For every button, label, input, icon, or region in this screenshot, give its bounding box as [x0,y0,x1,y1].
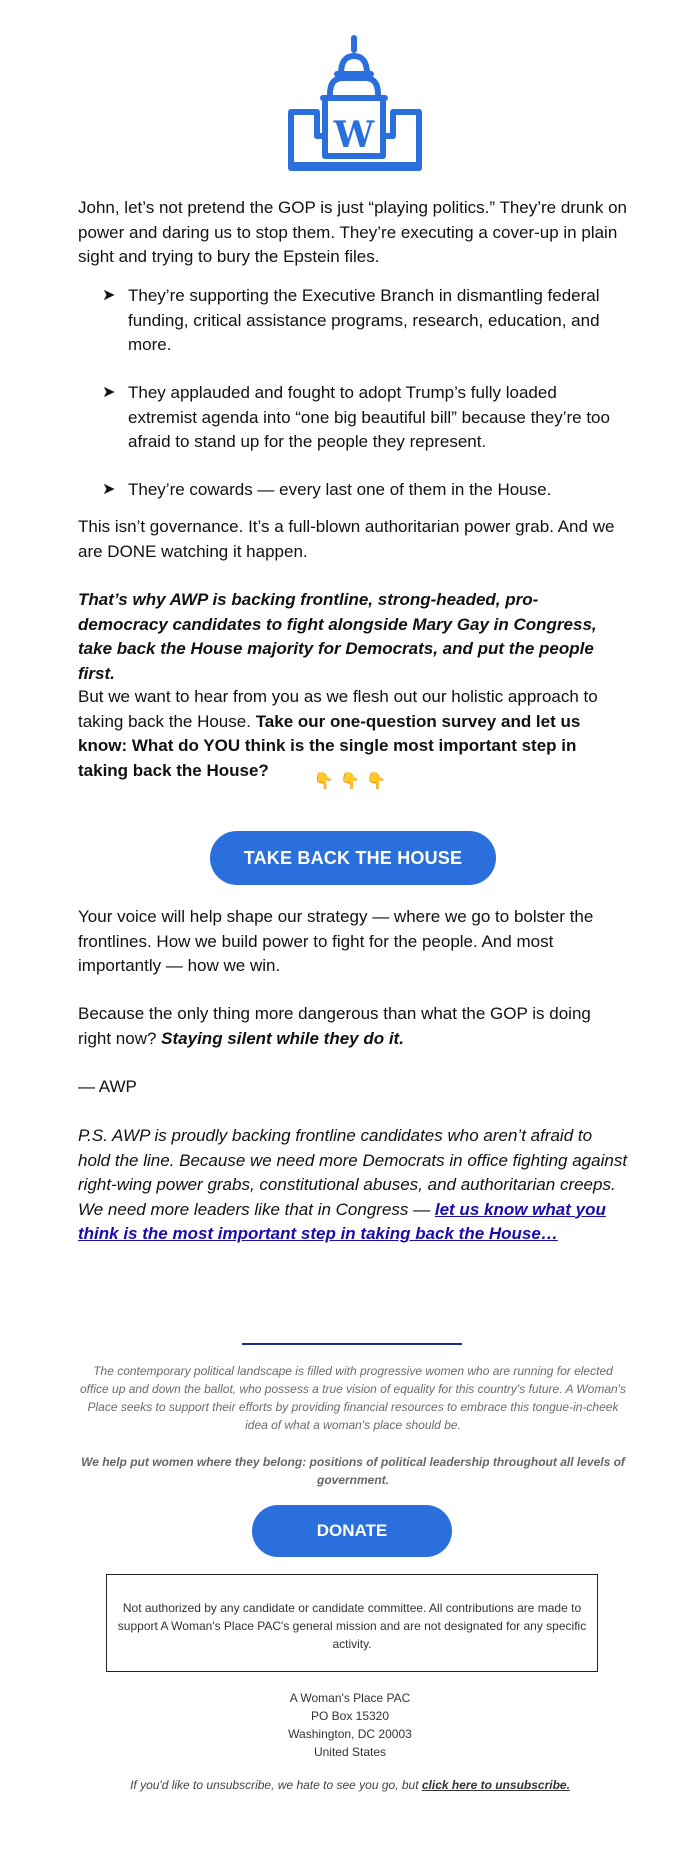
danger-lead: Because the only thing more dangerous than what the GOP is doing right now? [78,1004,591,1048]
footer-blurb: The contemporary political landscape is filled with progressive women who are running for elected office up and down the ballot, who possess a true vision of equality for this country's future. A Woman's Place seeks to support their efforts by providing financial resources to embrace this tongue-in-cheek idea of what a woman's place should be. [80,1364,626,1432]
capitol-logo [285,34,423,172]
governance-paragraph: This isn’t governance. It’s a full-blown authoritarian power grab. And we are DONE watching it happen. [78,517,615,561]
ps-survey-link[interactable]: let us know what you think is the most important step in taking back the House… [78,1199,606,1243]
mailing-address [0,1689,700,1761]
survey-paragraph [78,685,628,783]
take-back-the-house-button[interactable]: TAKE BACK THE HOUSE [210,831,496,885]
point-down-icon: 👇 [366,773,387,790]
ps-text: P.S. AWP is proudly backing frontline candidates who aren’t afraid to hold the line. Because we need more Democrats in office fighting against right-wing power grabs, constitutional abuses, and authoritarian creeps. We need more leaders like that in Congress — [78,1126,628,1219]
signoff: — AWP [78,1077,137,1096]
disclaimer-box [106,1574,598,1672]
backing-paragraph: That’s why AWP is backing frontline, strong-headed, pro-democracy candidates to fight alongside Mary Gay in Congress, take back the House majority for Democrats, and put the people first. [78,590,597,683]
arrow-icon: ➤ [102,287,116,304]
bullet-text: They’re supporting the Executive Branch in dismantling federal funding, critical assistance programs, research, education, and more. [128,286,600,354]
address-line: Washington, DC 20003 [288,1727,412,1741]
unsubscribe-link[interactable]: click here to unsubscribe. [421,1778,570,1792]
pointing-down-hands [0,771,700,791]
voice-paragraph: Your voice will help shape our strategy — where we go to bolster the frontlines. How we build power to fight for the people. And most importantly — how we win. [78,907,594,975]
footer-divider [242,1343,462,1345]
danger-paragraph [78,1002,628,1051]
danger-emphasis: Staying silent while they do it. [161,1028,404,1048]
disclaimer-text: Not authorized by any candidate or candidate committee. All contributions are made to support A Woman's Place PAC's general mission and are not designated for any specific activity. [117,1601,587,1651]
logo-letter: W [333,114,375,156]
address-line: A Woman's Place PAC [289,1691,411,1705]
point-down-icon: 👇 [313,773,334,790]
bullet-text: They’re cowards — every last one of them in the House. [128,480,552,499]
address-line: United States [313,1745,387,1759]
survey-lead: But we want to hear from you as we flesh out our holistic approach to taking back the House. [78,687,598,731]
survey-question: Take our one-question survey and let us know: What do YOU think is the single most important step in taking back the House? [78,711,581,780]
arrow-icon: ➤ [102,384,116,401]
unsubscribe-line [0,1778,700,1792]
address-line: PO Box 15320 [310,1709,390,1723]
bullet-text: They applauded and fought to adopt Trump’s fully loaded extremist agenda into “one big beautiful bill” because they’re too afraid to stand up for the people they represent. [128,383,610,451]
ps-paragraph [78,1124,628,1247]
unsubscribe-text: If you'd like to unsubscribe, we hate to see you go, but [130,1778,419,1792]
footer-mission: We help put women where they belong: positions of political leadership throughout all levels of government. [81,1455,625,1487]
donate-button[interactable]: DONATE [252,1505,452,1557]
point-down-icon: 👇 [340,773,360,790]
arrow-icon: ➤ [102,481,116,498]
intro-paragraph: John, let’s not pretend the GOP is just “playing politics.” They’re drunk on power and daring us to stop them. They’re executing a cover-up in plain sight and trying to bury the Epstein files. [78,198,628,266]
